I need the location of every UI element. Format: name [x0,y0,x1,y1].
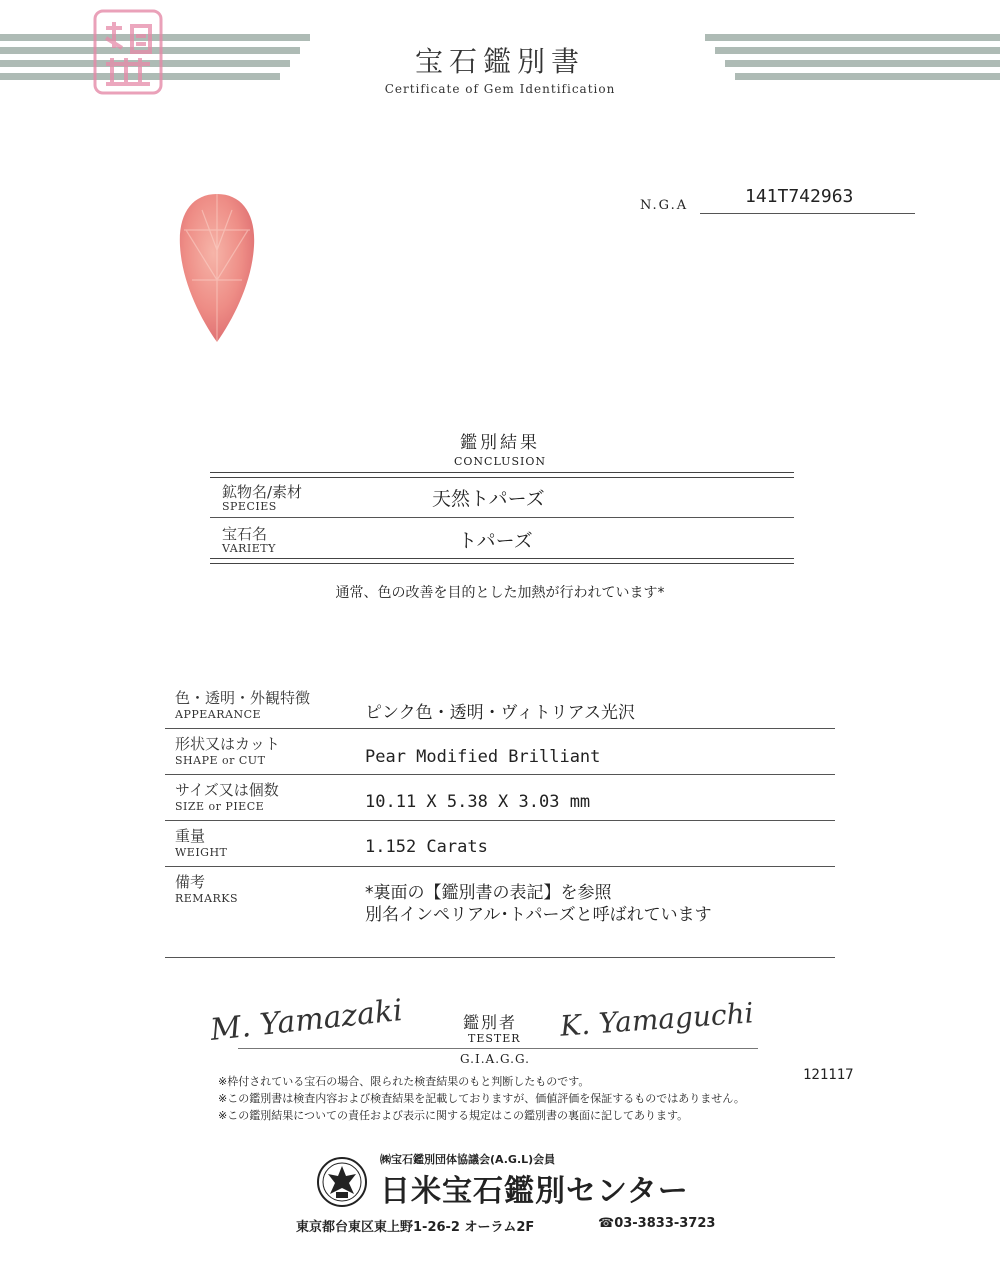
weight-label-en: WEIGHT [175,846,228,859]
footnote-2: ※この鑑別書は検査内容および検査結果を記載しておりますが、価値評価を保証するものではありません。 [218,1092,745,1105]
rule-5 [165,957,835,958]
remarks-label: 備考 [175,873,206,891]
rule-4 [165,866,835,867]
remarks-label-en: REMARKS [175,892,239,905]
shape-value: Pear Modified Brilliant [365,747,601,767]
variety-label: 宝石名 [222,525,268,543]
weight-label: 重量 [175,827,206,845]
rule-1 [165,728,835,729]
issuer-name: 日米宝石鑑別センター [380,1174,689,1209]
conclusion-top-rule [210,472,794,478]
certificate-subtitle: Certificate of Gem Identification [384,82,616,96]
conclusion-mid-rule [210,517,794,518]
treatment-note: 通常、色の改善を目的とした加熱が行われています* [335,585,665,601]
rule-2 [165,774,835,775]
shape-label: 形状又はカット [175,735,280,753]
tester-org: G.I.A.G.G. [460,1052,530,1066]
issuer-member-line: ㈱宝石鑑別団体協議会(A.G.L)会員 [380,1153,556,1166]
doc-code: 121117 [803,1067,854,1083]
issuer-phone: ☎03-3833-3723 [598,1216,716,1231]
appearance-value: ピンク色・透明・ヴィトリアス光沢 [365,703,635,723]
signature-right: K. Yamaguchi [559,996,755,1043]
number-underline [700,213,915,214]
footnote-1: ※枠付されている宝石の場合、限られた検査結果のもと判断したものです。 [218,1075,590,1088]
species-value: 天然トパーズ [432,488,545,510]
certificate-title: 宝石鑑別書 [414,45,585,78]
signature-line [238,1048,758,1049]
nga-label: N.G.A [640,198,689,213]
size-label: サイズ又は個数 [175,781,279,799]
conclusion-heading: 鑑別結果 [460,433,540,453]
conclusion-bottom-rule [210,558,794,564]
certificate-number: 141T742963 [745,186,854,207]
tester-label: 鑑別者 [463,1013,518,1032]
conclusion-heading-en: CONCLUSION [454,455,546,468]
variety-label-en: VARIETY [222,542,276,555]
remarks-value-1: *裏面の【鑑別書の表記】を参照 [365,883,612,903]
rule-3 [165,820,835,821]
remarks-value-2: 別名インペリアル･トパーズと呼ばれています [365,905,712,925]
shape-label-en: SHAPE or CUT [175,754,266,767]
appearance-label-en: APPEARANCE [175,708,262,721]
issuer-address: 東京都台東区東上野1-26-2 オーラム2F [296,1220,535,1235]
variety-value: トパーズ [458,530,533,552]
emblem-logo [316,1156,368,1208]
gem-photo [172,190,262,346]
species-label-en: SPECIES [222,500,277,513]
signature-left: M. Yamazaki [208,993,405,1048]
footnote-3: ※この鑑別結果についての責任および表示に関する規定はこの鑑別書の裏面に記してあります。 [218,1109,689,1122]
species-label: 鉱物名/素材 [222,483,303,501]
appearance-label: 色・透明・外観特徴 [175,689,311,707]
size-label-en: SIZE or PIECE [175,800,265,813]
size-value: 10.11 X 5.38 X 3.03 mm [365,792,591,812]
tester-label-en: TESTER [468,1032,521,1045]
weight-value: 1.152 Carats [365,837,488,857]
